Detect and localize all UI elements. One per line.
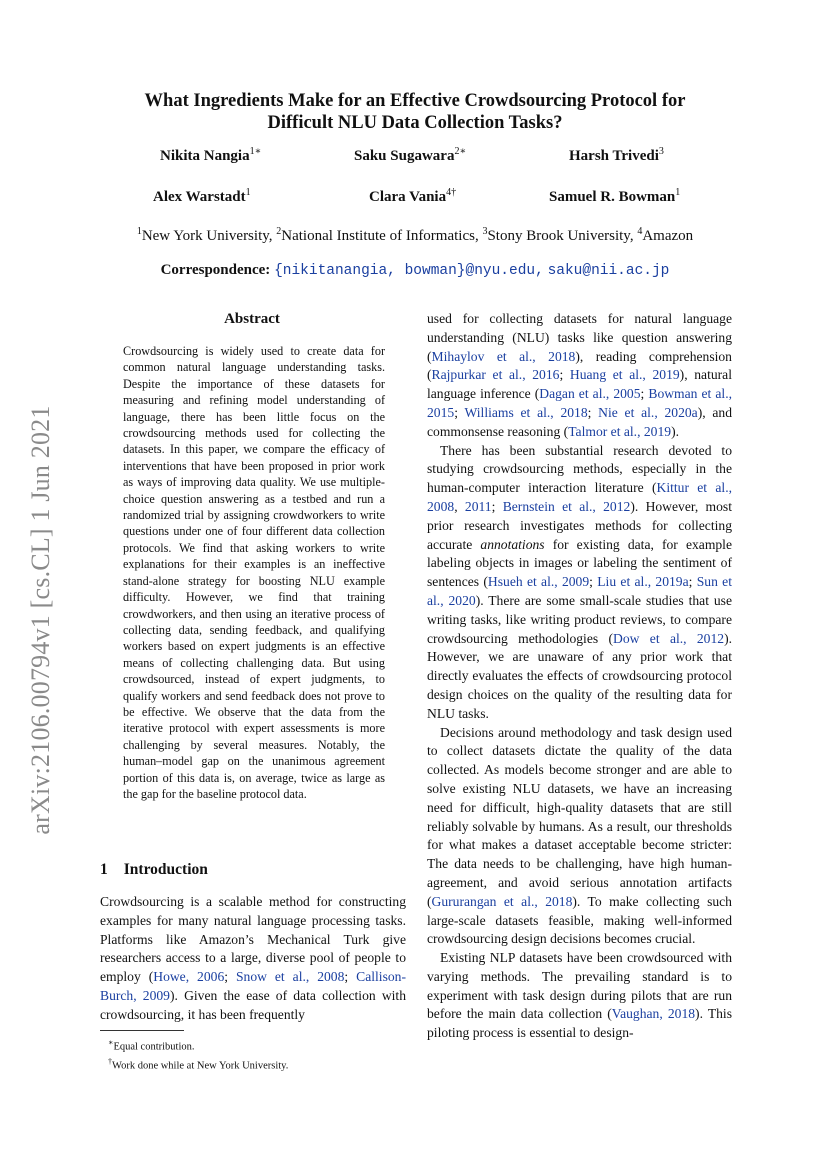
citation-link[interactable]: Hsueh et al., 2009 <box>487 574 590 590</box>
email-nyu-link[interactable]: {nikitanangia, bowman}@nyu.edu, <box>274 263 544 279</box>
citation-link[interactable]: Kittur et al., 2008 <box>427 480 733 514</box>
citation-link[interactable]: Huang et al., 2019 <box>569 367 680 383</box>
emphasis-text: annotations <box>480 536 545 552</box>
footnotes <box>108 1036 288 1074</box>
paper-title <box>100 90 730 134</box>
citation-link[interactable]: Mihaylov et al., 2018 <box>431 348 576 364</box>
correspondence-label: Correspondence: <box>160 262 271 278</box>
citation-link[interactable]: Vaughan, 2018 <box>611 1006 696 1022</box>
paragraph-text: ). However, most prior research investigates methods for collecting accurate <box>427 498 732 552</box>
arxiv-identifier: arXiv:2106.00794v1 [cs.CL] 1 Jun 2021 <box>26 405 55 835</box>
citation-link[interactable]: Williams et al., 2018 <box>464 404 588 420</box>
paragraph-text: ), reading comprehension ( <box>427 348 732 383</box>
paragraph-text: ; <box>344 969 357 985</box>
affiliations: $^1$New York University, $^2$National Institute of Informatics, $^3$Stony Brook University, $^4$Amazon <box>136 226 694 244</box>
paragraph-text: used for collecting datasets for natural language understanding (NLU) tasks like question answering ( <box>427 311 732 364</box>
right-column <box>427 310 732 1043</box>
abstract-heading: Abstract <box>224 311 280 327</box>
paragraph-text: Crowdsourcing is a scalable method for constructing examples for many natural language processing tasks. Platforms like Amazon’s Mechanical Turk give researchers access to a large, diverse pool of people to employ ( <box>100 894 406 985</box>
paragraph-text: Existing NLP datasets have been crowdsourced with varying methods. The prevailing standard is to experiment with task design during pilots that are run before the main data collection ( <box>427 950 732 1022</box>
paragraph-text: ; <box>587 404 599 420</box>
paragraph-text: ), natural language inference ( <box>427 367 732 402</box>
paragraph-text: ; <box>640 386 649 402</box>
citation-link[interactable]: Howe, 2006 <box>153 969 225 985</box>
paragraph-text: ; <box>491 498 503 514</box>
paragraph-text: ). There are some small-scale studies that use writing tasks, like writing product reviews, to compare crowdsourcing methodologies ( <box>427 592 732 646</box>
citation-link[interactable]: Callison-Burch, 2009 <box>100 969 406 1003</box>
correspondence <box>100 262 730 279</box>
citation-link[interactable]: Nie et al., 2020a <box>598 404 698 420</box>
author-2: Saku Sugawara$^{2∗}$ <box>354 146 467 164</box>
paragraph-text: ). Given the ease of data collection with crowdsourcing, it has been frequently <box>100 987 406 1022</box>
paragraph-text: ; <box>688 574 697 590</box>
paragraph-text: ; <box>559 367 570 383</box>
body-paragraph-3 <box>427 724 732 950</box>
author-1: Nikita Nangia$^{1∗}$ <box>160 146 262 164</box>
title-line-1: What Ingredients Make for an Effective Crowdsourcing Protocol for <box>144 91 686 111</box>
citation-link[interactable]: Bowman et al., 2015 <box>427 386 732 420</box>
citation-link[interactable]: 2011 <box>464 498 492 514</box>
author-3: Harsh Trivedi$^3$ <box>569 146 664 164</box>
author-4: Alex Warstadt$^1$ <box>153 187 251 205</box>
citation-link[interactable]: Talmor et al., 2019 <box>568 423 672 439</box>
paragraph-text: ; <box>224 969 236 985</box>
citation-link[interactable]: Sun et al., 2020 <box>427 574 732 608</box>
paragraph-text: ). However, we are unaware of any prior work that directly evaluates the effects of crowdsourcing protocol design choices on the quality of the resulting data for NLU tasks. <box>427 630 733 721</box>
body-paragraph-1 <box>427 310 732 442</box>
paragraph-text: ). To make collecting such large-scale datasets feasible, making well-informed crowdsourcing design decisions becomes crucial. <box>427 893 732 947</box>
intro-paragraph-1 <box>100 893 406 1025</box>
citation-link[interactable]: Bernstein et al., 2012 <box>502 498 631 514</box>
paragraph-text: ), and commonsense reasoning ( <box>427 404 733 439</box>
title-line-2: Difficult NLU Data Collection Tasks? <box>267 113 563 133</box>
footnote-equal-contribution: ∗Equal contribution. <box>108 1038 195 1053</box>
paragraph-text: ). <box>671 423 680 439</box>
section-heading-introduction: 1 Introduction <box>100 861 208 878</box>
abstract-text: Crowdsourcing is widely used to create data for common natural language understanding tasks. Despite the importance of these datasets for measuring and refining model understanding of language, there has been little focus on the crowdsourcing methods used for collecting the datasets. In this paper, we compare the efficacy of interventions that have been proposed in prior work as ways of improving data quality. We use multiple-choice question answering as a testbed and run a randomized trial by assigning crowdworkers to write questions under one of four different data collection protocols. We find that asking workers to write explanations for their examples is an ineffective stand-alone strategy for boosting NLU example difficulty. However, we find that training crowdworkers, and then using an iterative process of collecting data, sending feedback, and qualifying workers based on expert judgments is an effective means of collecting challenging data. But using crowdsourced, instead of expert judgments, to qualify workers and send feedback does not prove to be effective. We observe that the data from the iterative protocol with expert assessments is more challenging by several measures. Notably, the human–model gap on the unanimous agreement portion of this data is, on average, twice as large as the gap for the baseline protocol data. <box>123 344 385 801</box>
footnote-rule <box>100 1030 184 1031</box>
email-nii-link[interactable]: saku@nii.ac.jp <box>547 263 670 279</box>
citation-link[interactable]: Snow et al., 2008 <box>235 969 345 985</box>
author-6: Samuel R. Bowman$^1$ <box>549 187 681 205</box>
citation-link[interactable]: Dow et al., 2012 <box>613 630 725 646</box>
citation-link[interactable]: Liu et al., 2019a <box>597 574 689 590</box>
body-paragraph-2 <box>427 442 732 724</box>
author-5: Clara Vania$^{4\dagger}$ <box>369 187 457 205</box>
paragraph-text: ; <box>454 404 465 420</box>
paragraph-text: There has been substantial research devoted to studying crowdsourcing methods, especially in the human-computer interaction literature ( <box>427 442 732 496</box>
paragraph-text: for existing data, for example labeling objects in images or labeling the sentiment of sentences ( <box>427 536 732 590</box>
footnote-work-done: †Work done while at New York University. <box>108 1057 289 1072</box>
paragraph-text: Decisions around methodology and task design used to collect datasets dictate the quality of the data collected. As models become stronger and are able to solve existing NLU datasets, we have an increasing need for difficult, high-quality datasets that are still reliably solvable by humans. As a result, our thresholds for what makes a dataset acceptable become stricter: The data needs to be challenging, have high human-agreement, and avoid serious annotation artifacts ( <box>427 724 732 909</box>
citation-link[interactable]: Rajpurkar et al., 2016 <box>431 367 560 383</box>
arxiv-sidebar <box>26 380 56 860</box>
paragraph-text: ). This piloting process is essential to design- <box>427 1006 732 1041</box>
paragraph-text: ; <box>589 574 598 590</box>
citation-link[interactable]: Dagan et al., 2005 <box>539 386 641 402</box>
paragraph-text: , <box>454 498 465 514</box>
citation-link[interactable]: Gururangan et al., 2018 <box>431 893 573 909</box>
body-paragraph-4 <box>427 949 732 1043</box>
